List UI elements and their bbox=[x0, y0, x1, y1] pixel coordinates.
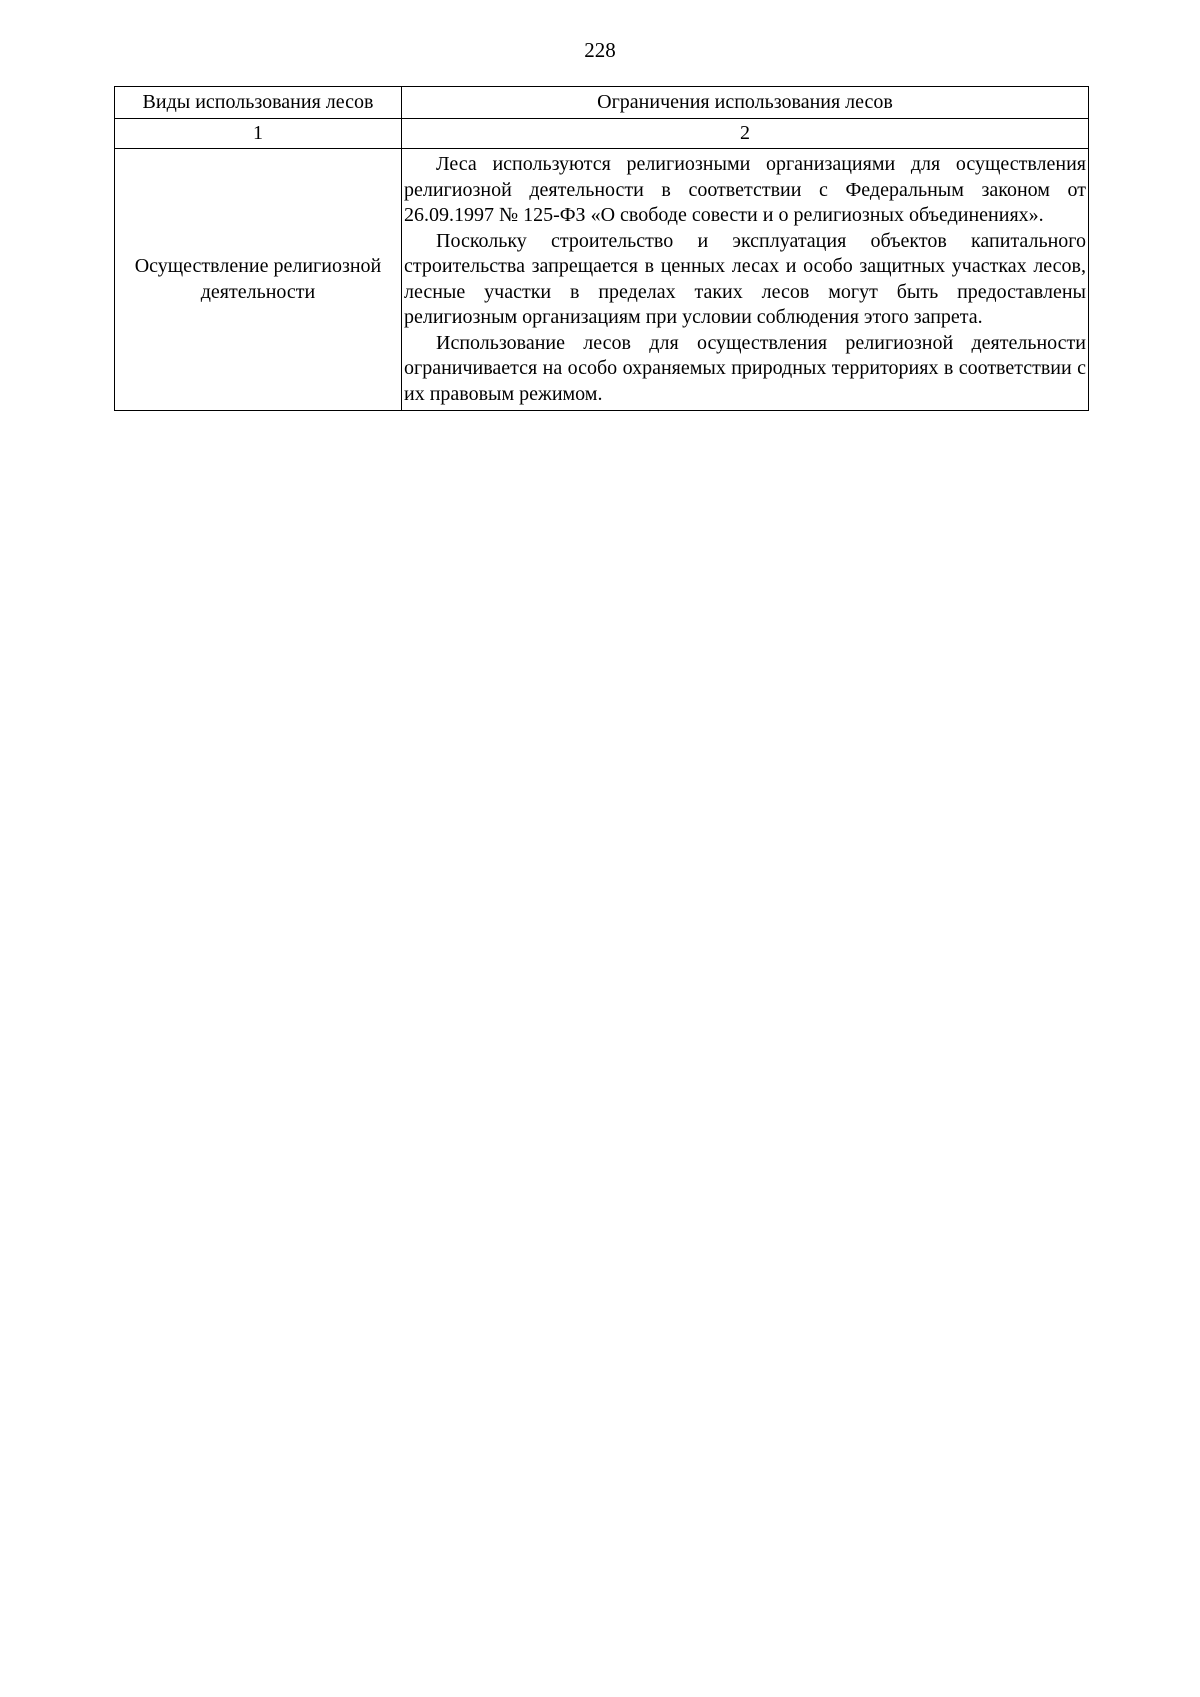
column-number-row bbox=[115, 119, 1089, 149]
restriction-paragraph: Леса используются религиозными организациями для осуществления религиозной деятельности в соответствии с Федеральным законом от 26.09.1997 № 125-ФЗ «О свободе совести и о религиозных объединениях». bbox=[404, 153, 1086, 226]
header-cell-kinds: Виды использования лесов bbox=[115, 87, 402, 119]
column-number-2: 2 bbox=[402, 119, 1089, 149]
restriction-paragraph: Использование лесов для осуществления религиозной деятельности ограничивается на особо охраняемых природных территориях в соответствии с их правовым режимом. bbox=[404, 331, 1086, 405]
forest-use-kind-cell: Осуществление религиозной деятельности bbox=[115, 149, 402, 411]
restriction-paragraph: Поскольку строительство и эксплуатация объектов капитального строительства запрещается в ценных лесах и особо защитных участках лесов, лесные участки в пределах таких лесов могут быть предоставлены религиозным организациям при условии соблюдения этого запрета. bbox=[404, 229, 1086, 328]
forest-use-restrictions-table bbox=[114, 86, 1089, 411]
table-row bbox=[115, 149, 1089, 411]
header-cell-restrictions: Ограничения использования лесов bbox=[402, 87, 1089, 119]
column-number-1: 1 bbox=[115, 119, 402, 149]
restrictions-cell bbox=[402, 149, 1089, 411]
page-number: 228 bbox=[584, 38, 616, 62]
table-header-row bbox=[115, 87, 1089, 119]
